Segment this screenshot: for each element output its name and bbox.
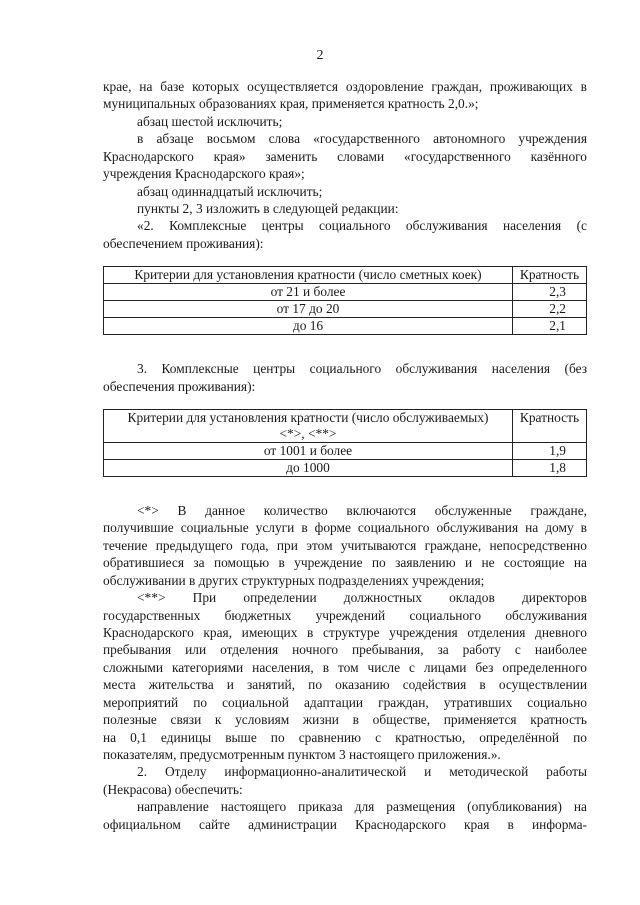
criteria-cell: до 1000 <box>104 460 513 477</box>
footnote-line: полезные связи к условиям жизни в обществе, применяется кратность <box>103 712 587 728</box>
paragraph-line: официальном сайте администрации Краснодарского края в информа- <box>103 816 587 832</box>
footnote-line: <*> В данное количество включаются обслуженные граждане, <box>137 503 587 519</box>
ratio-cell: 2,1 <box>513 318 587 335</box>
document-body <box>103 78 587 833</box>
criteria-table-1 <box>103 266 587 335</box>
criteria-cell: от 17 до 20 <box>104 301 513 318</box>
criteria-cell: от 1001 и более <box>104 443 513 460</box>
paragraph: абзац шестой исключить; <box>137 113 283 129</box>
footnote-line: мероприятий по социальной адаптации граждан, утративших социально <box>103 694 587 710</box>
header-ratio: Кратность <box>513 267 587 284</box>
paragraph-line: (Некрасова) обеспечить: <box>103 781 243 797</box>
paragraph-line: в абзаце восьмом слова «государственного автономного учреждения <box>137 131 587 147</box>
paragraph-line: обеспечением проживания): <box>103 235 264 251</box>
header-criteria: Критерии для установления кратности (число сметных коек) <box>104 267 513 284</box>
table-row <box>104 301 587 318</box>
ratio-cell: 2,2 <box>513 301 587 318</box>
footnote-line: пребывания или отделения ночного пребывания, за работу с наиболее <box>103 642 587 658</box>
criteria-cell: до 16 <box>104 318 513 335</box>
footnote-line: государственных бюджетных учреждений социального обслуживания <box>103 607 587 623</box>
paragraph-line: обеспечения проживания): <box>103 378 256 394</box>
paragraph-line: учреждения Краснодарского края»; <box>103 166 305 182</box>
paragraph: пункты 2, 3 изложить в следующей редакции: <box>137 200 399 216</box>
footnote-line: <**> При определении должностных окладов директоров <box>137 590 587 606</box>
paragraph-line: «2. Комплексные центры социального обслуживания населения (с <box>137 218 587 234</box>
paragraph-line: крае, на базе которых осуществляется оздоровление граждан, проживающих в <box>103 79 587 94</box>
paragraph-line: 3. Комплексные центры социального обслуживания населения (без <box>137 361 587 377</box>
table-row <box>104 318 587 335</box>
ratio-cell: 1,8 <box>513 460 587 477</box>
footnote-line: места жительства и занятий, по оказанию содействия в осуществлении <box>103 677 587 693</box>
footnote-line: Краснодарского края, имеющих в структуре учреждения отделения дневного <box>103 625 587 641</box>
table-header-row <box>104 410 587 443</box>
paragraph-line: Краснодарского края» заменить словами «государственного казённого <box>103 148 587 164</box>
paragraph: абзац одиннадцатый исключить; <box>137 183 323 199</box>
footnote-line: сложными категориями населения, в том числе с лицами без определенного <box>103 659 587 675</box>
table-row <box>104 443 587 460</box>
header-criteria-line: Критерии для установления кратности (число обслуживаемых) <box>127 410 489 426</box>
footnote-line: показателям, предусмотренным пунктом 3 настоящего приложения.». <box>103 746 501 762</box>
criteria-cell: от 21 и более <box>104 284 513 301</box>
footnote-line: течение предыдущего года, при этом учитываются граждане, непосредственно <box>103 537 587 553</box>
paragraph-line: муниципальных образованиях края, применяется кратность 2,0.»; <box>103 96 479 112</box>
table-row <box>104 460 587 477</box>
paragraph-line: направление настоящего приказа для размещения (опубликования) на <box>137 799 587 815</box>
ratio-cell: 2,3 <box>513 284 587 301</box>
table-row <box>104 284 587 301</box>
paragraph-line: 2. Отделу информационно-аналитической и методической работы <box>137 764 587 780</box>
header-criteria <box>104 410 513 443</box>
table-header-row <box>104 267 587 284</box>
footnote-line: обслуживании в других структурных подразделениях учреждения; <box>103 572 485 588</box>
ratio-cell: 1,9 <box>513 443 587 460</box>
footnote-line: получившие социальные услуги в форме социального обслуживания на дому в <box>103 520 587 536</box>
footnote-line: на 0,1 единицы выше по сравнению с кратностью, определённой по <box>103 729 587 745</box>
page-number: 2 <box>316 48 324 63</box>
header-ratio: Кратность <box>513 410 587 443</box>
footnote-line: обратившиеся за помощью в учреждение по заявлению и не состоящие на <box>103 555 587 571</box>
criteria-table-2 <box>103 409 587 477</box>
header-criteria-footnote-marks: <*>, <**> <box>279 426 337 442</box>
